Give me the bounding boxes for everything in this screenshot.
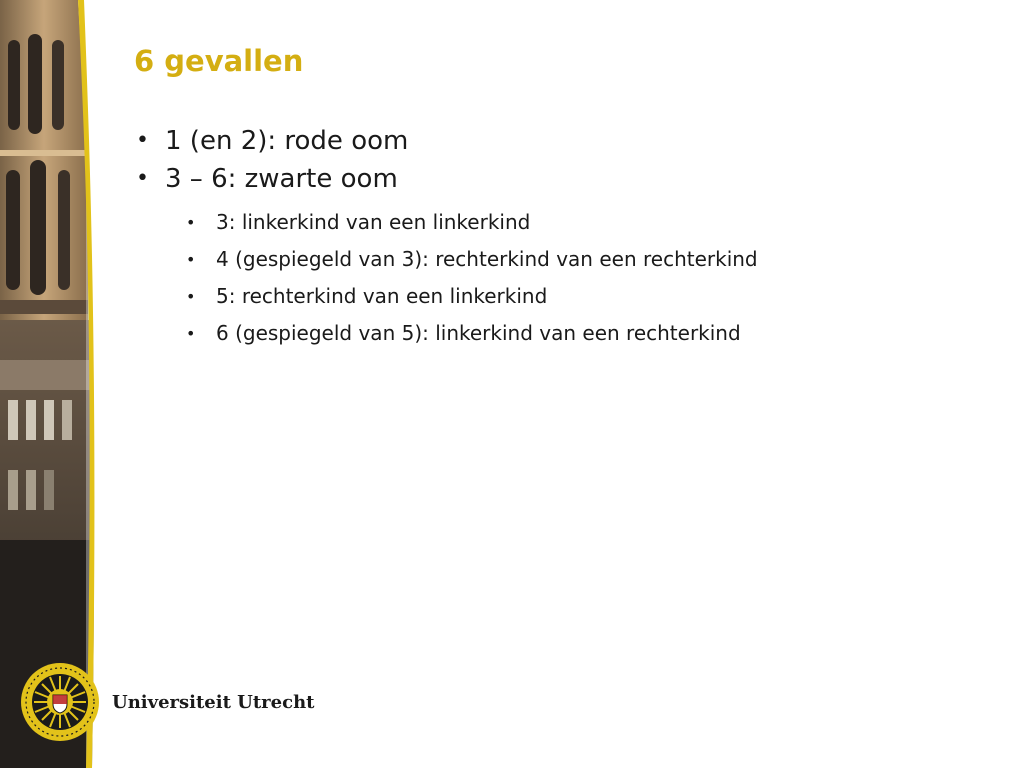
sub-bullet-item: • 5: rechterkind van een linkerkind — [184, 278, 758, 315]
cathedral-tower-image — [0, 0, 100, 768]
bullet-item: • 3 – 6: zwarte oom — [134, 160, 408, 198]
sub-bullet-item: • 3: linkerkind van een linkerkind — [184, 204, 758, 241]
university-logo — [20, 662, 315, 746]
university-name: Universiteit Utrecht — [112, 692, 315, 713]
slide-title: 6 gevallen — [134, 44, 304, 78]
university-seal-icon — [20, 662, 100, 742]
sub-bullet-item: • 6 (gespiegeld van 5): linkerkind van een rechterkind — [184, 315, 758, 352]
bullet-item: • 1 (en 2): rode oom — [134, 122, 408, 160]
main-bullet-list — [134, 122, 408, 198]
sub-bullet-list — [184, 204, 758, 352]
sub-bullet-item: • 4 (gespiegeld van 3): rechterkind van een rechterkind — [184, 241, 758, 278]
